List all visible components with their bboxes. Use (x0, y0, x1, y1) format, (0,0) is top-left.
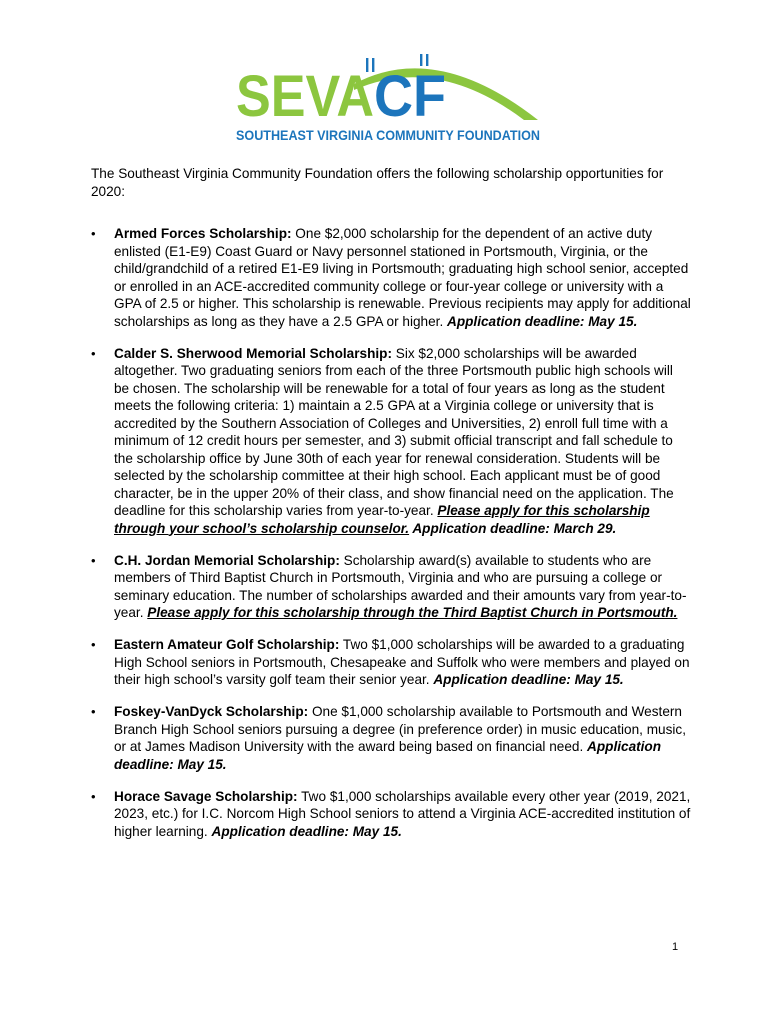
application-deadline: Application deadline: May 15. (433, 672, 624, 687)
application-deadline: Application deadline: May 15. (114, 739, 662, 772)
list-item (91, 636, 691, 689)
application-deadline: Application deadline: May 15. (447, 313, 638, 329)
page-number: 1 (672, 941, 679, 953)
sevacf-logo (236, 54, 542, 144)
scholarship-body: Scholarship award(s) available to students who are members of Third Baptist Church in Portsmouth, Virginia and who are pursuing a college or seminary education. The number of scholarships awarded and their amounts vary from year-to-year. (114, 552, 687, 620)
bullet-icon: • (91, 704, 96, 719)
application-deadline: Application deadline: May 15. (211, 823, 402, 839)
scholarship-title: Foskey-VanDyck Scholarship: (114, 704, 309, 719)
scholarship-title: Calder S. Sherwood Memorial Scholarship: (114, 345, 392, 361)
bullet-icon: • (91, 637, 96, 652)
scholarship-body: Six $2,000 scholarships will be awarded altogether. Two graduating seniors from each of the three Portsmouth public high schools will be chosen. The scholarship will be renewable for a total of four years as long as the student meets the following criteria: 1) maintain a 2.5 GPA at a Virginia college or university that is accredited by the Southern Association of Colleges and Universities, 2) enroll full time with a minimum of 12 credit hours per semester, and 3) submit official transcript and fall schedule to the scholarship office by June 30th of each year for renewal consideration. Students will be selected by the scholarship committee at their high school. Each applicant must be of good character, be in the upper 20% of their class, and show financial need on the application. The deadline for this scholarship varies from year-to-year. (114, 345, 674, 518)
scholarship-body: One $1,000 scholarship available to Portsmouth and Western Branch High School seniors pursuing a degree (in preference order) in music education, music, or at James Madison University with the award being based on financial need. (114, 704, 686, 754)
scholarship-title: Horace Savage Scholarship: (114, 788, 298, 804)
bullet-icon: • (91, 552, 96, 568)
list-item (91, 225, 691, 330)
scholarship-title: Eastern Amateur Golf Scholarship: (114, 637, 340, 652)
scholarship-list (91, 225, 691, 855)
list-item (91, 703, 691, 773)
bullet-icon: • (91, 226, 96, 241)
apply-note: Please apply for this scholarship through your school’s scholarship counselor. (114, 503, 650, 536)
logo-wordmark-left: SEVA (236, 64, 374, 129)
list-item (91, 552, 691, 622)
list-item (91, 345, 691, 538)
scholarship-title: C.H. Jordan Memorial Scholarship: (114, 552, 340, 568)
scholarship-body: One $2,000 scholarship for the dependent of an active duty enlisted (E1-E9) Coast Guard or Navy personnel stationed in Portsmouth, Virginia, or the child/grandchild of a retired E1-E9 living in Portsmouth; graduating high school senior, accepted or enrolled in an ACE-accredited community college or four-year college or university with a GPA of 2.5 or higher. This scholarship is renewable. Previous recipients may apply for additional scholarships as long as they have a 2.5 GPA or higher. (114, 226, 691, 329)
scholarship-title: Armed Forces Scholarship: (114, 226, 292, 241)
intro-paragraph: The Southeast Virginia Community Foundation offers the following scholarship opportunities for 2020: (91, 166, 664, 199)
bullet-icon: • (91, 345, 96, 361)
apply-note: Please apply for this scholarship through the Third Baptist Church in Portsmouth. (147, 605, 678, 620)
bullet-icon: • (91, 788, 96, 804)
scholarship-body: Two $1,000 scholarships will be awarded to a graduating High School seniors in Portsmouth, Chesapeake and Suffolk who were members and played on their high school’s varsity golf team their senior year. (114, 637, 690, 687)
list-item (91, 788, 691, 841)
logo-wordmark-right: CF (374, 64, 446, 129)
application-deadline: Application deadline: March 29. (409, 520, 617, 536)
logo-subtitle: SOUTHEAST VIRGINIA COMMUNITY FOUNDATION (236, 127, 540, 143)
scholarship-body: Two $1,000 scholarships available every other year (2019, 2021, 2023, etc.) for I.C. Norcom High School seniors to attend a Virginia ACE-accredited institution of higher learning. (114, 788, 691, 839)
